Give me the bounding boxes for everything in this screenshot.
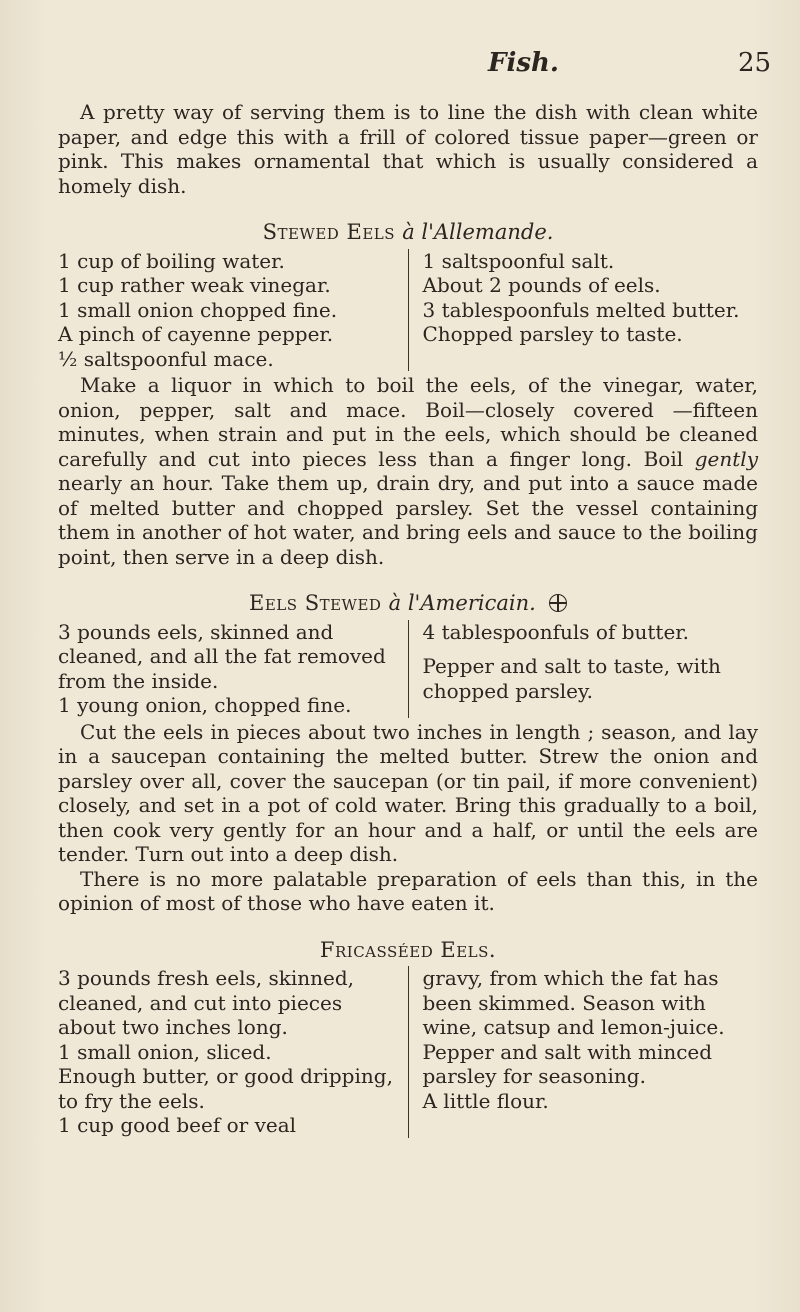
- ingredient-item: A pinch of cayenne pepper.: [58, 322, 334, 346]
- recipe-title-italic: à l'Allemande.: [402, 220, 554, 244]
- recipe-title-stewed-eels-allemande: [58, 220, 758, 245]
- ingredient-item: 1 cup rather weak vinegar.: [58, 273, 331, 297]
- ingredient-item: 1 cup of boiling water.: [58, 248, 285, 273]
- running-title: Fish.: [488, 48, 559, 78]
- ingredients-list: [58, 620, 758, 718]
- ingredient-item: Pepper and salt to taste, with chopped parsley.: [422, 654, 721, 703]
- recipe-title-main: Fricasséed Eels.: [319, 937, 497, 962]
- recipe-title-fricasseed-eels: [58, 938, 758, 963]
- ingredient-item: 1 saltspoonful salt.: [422, 248, 615, 273]
- ingredients-right-column: [409, 966, 759, 1138]
- method-text: Make a liquor in which to boil the eels, of the vinegar, water, onion, pepper, salt and mace. Boil—closely covered —fifteen minutes, when strain and put in the eels, which should be cleaned carefully and cut into pieces less than a finger long. Boil: [58, 373, 758, 471]
- ingredient-item: Chopped parsley to taste.: [422, 322, 683, 346]
- recipe-title-eels-stewed-americain: [58, 591, 758, 616]
- ingredient-item: 3 pounds fresh eels, skinned, cleaned, and cut into pieces about two inches long.: [58, 966, 354, 1039]
- ingredient-item: gravy, from which the fat has been skimmed. Season with wine, catsup and lemon-juice.: [422, 966, 725, 1039]
- ingredients-right-column: [409, 249, 759, 372]
- method-paragraph: [58, 373, 758, 569]
- ingredient-item: 1 small onion, sliced.: [58, 1039, 272, 1064]
- ingredient-item: About 2 pounds of eels.: [422, 273, 661, 297]
- recipe-title-main: Eels Stewed: [249, 591, 382, 615]
- ingredients-left-column: [58, 966, 409, 1138]
- intro-paragraph: A pretty way of serving them is to line the dish with clean white paper, and edge this with a frill of colored tissue paper—green or pink. This makes ornamental that which is usually considered a homely dish.: [58, 100, 758, 198]
- ingredient-item: 4 tablespoonfuls of butter.: [422, 619, 690, 644]
- method-text: nearly an hour. Take them up, drain dry, and put into a sauce made of melted butter and chopped parsley. Set the vessel containing them in another of hot water, and bring eels and sauce to the boiling point, then serve in a deep dish.: [58, 471, 758, 569]
- note-paragraph: There is no more palatable preparation of eels than this, in the opinion of most of those who have eaten it.: [58, 866, 758, 915]
- ingredient-item: A little flour.: [422, 1088, 549, 1113]
- ingredient-item: 1 young onion, chopped fine.: [58, 693, 352, 717]
- ingredient-item: ½ saltspoonful mace.: [58, 346, 274, 371]
- ingredient-item: 3 pounds eels, skinned and cleaned, and all the fat removed from the inside.: [58, 619, 386, 693]
- ingredient-item: 3 tablespoonfuls melted butter.: [422, 297, 740, 322]
- ingredients-list: [58, 249, 758, 372]
- page-content: [58, 100, 758, 1140]
- recipe-title-italic: à l'Americain.: [388, 591, 536, 615]
- ingredients-right-column: [409, 620, 759, 718]
- ingredients-left-column: [58, 249, 409, 372]
- recipe-title-main: Stewed Eels: [262, 220, 396, 244]
- ingredient-item: 1 small onion chopped fine.: [58, 297, 338, 322]
- ingredients-list: [58, 966, 758, 1138]
- ingredient-item: Pepper and salt with minced parsley for seasoning.: [422, 1039, 713, 1088]
- ingredient-item: 1 cup good beef or veal: [58, 1113, 297, 1137]
- page-number: 25: [738, 48, 772, 78]
- ingredient-item: Enough butter, or good dripping, to fry the eels.: [58, 1064, 393, 1113]
- cross-circle-icon: [549, 594, 567, 612]
- ingredients-left-column: [58, 620, 409, 718]
- page-header: [58, 48, 772, 88]
- method-paragraph: Cut the eels in pieces about two inches in length ; season, and lay in a saucepan containing the melted butter. Strew the onion and parsley over all, cover the saucepan (or tin pail, if more convenient) closely, and set in a pot of cold water. Bring this gradually to a boil, then cook very gently for an hour and a half, or until the eels are tender. Turn out into a deep dish.: [58, 719, 758, 866]
- method-emphasis: gently: [694, 446, 758, 471]
- spacer: [423, 644, 759, 654]
